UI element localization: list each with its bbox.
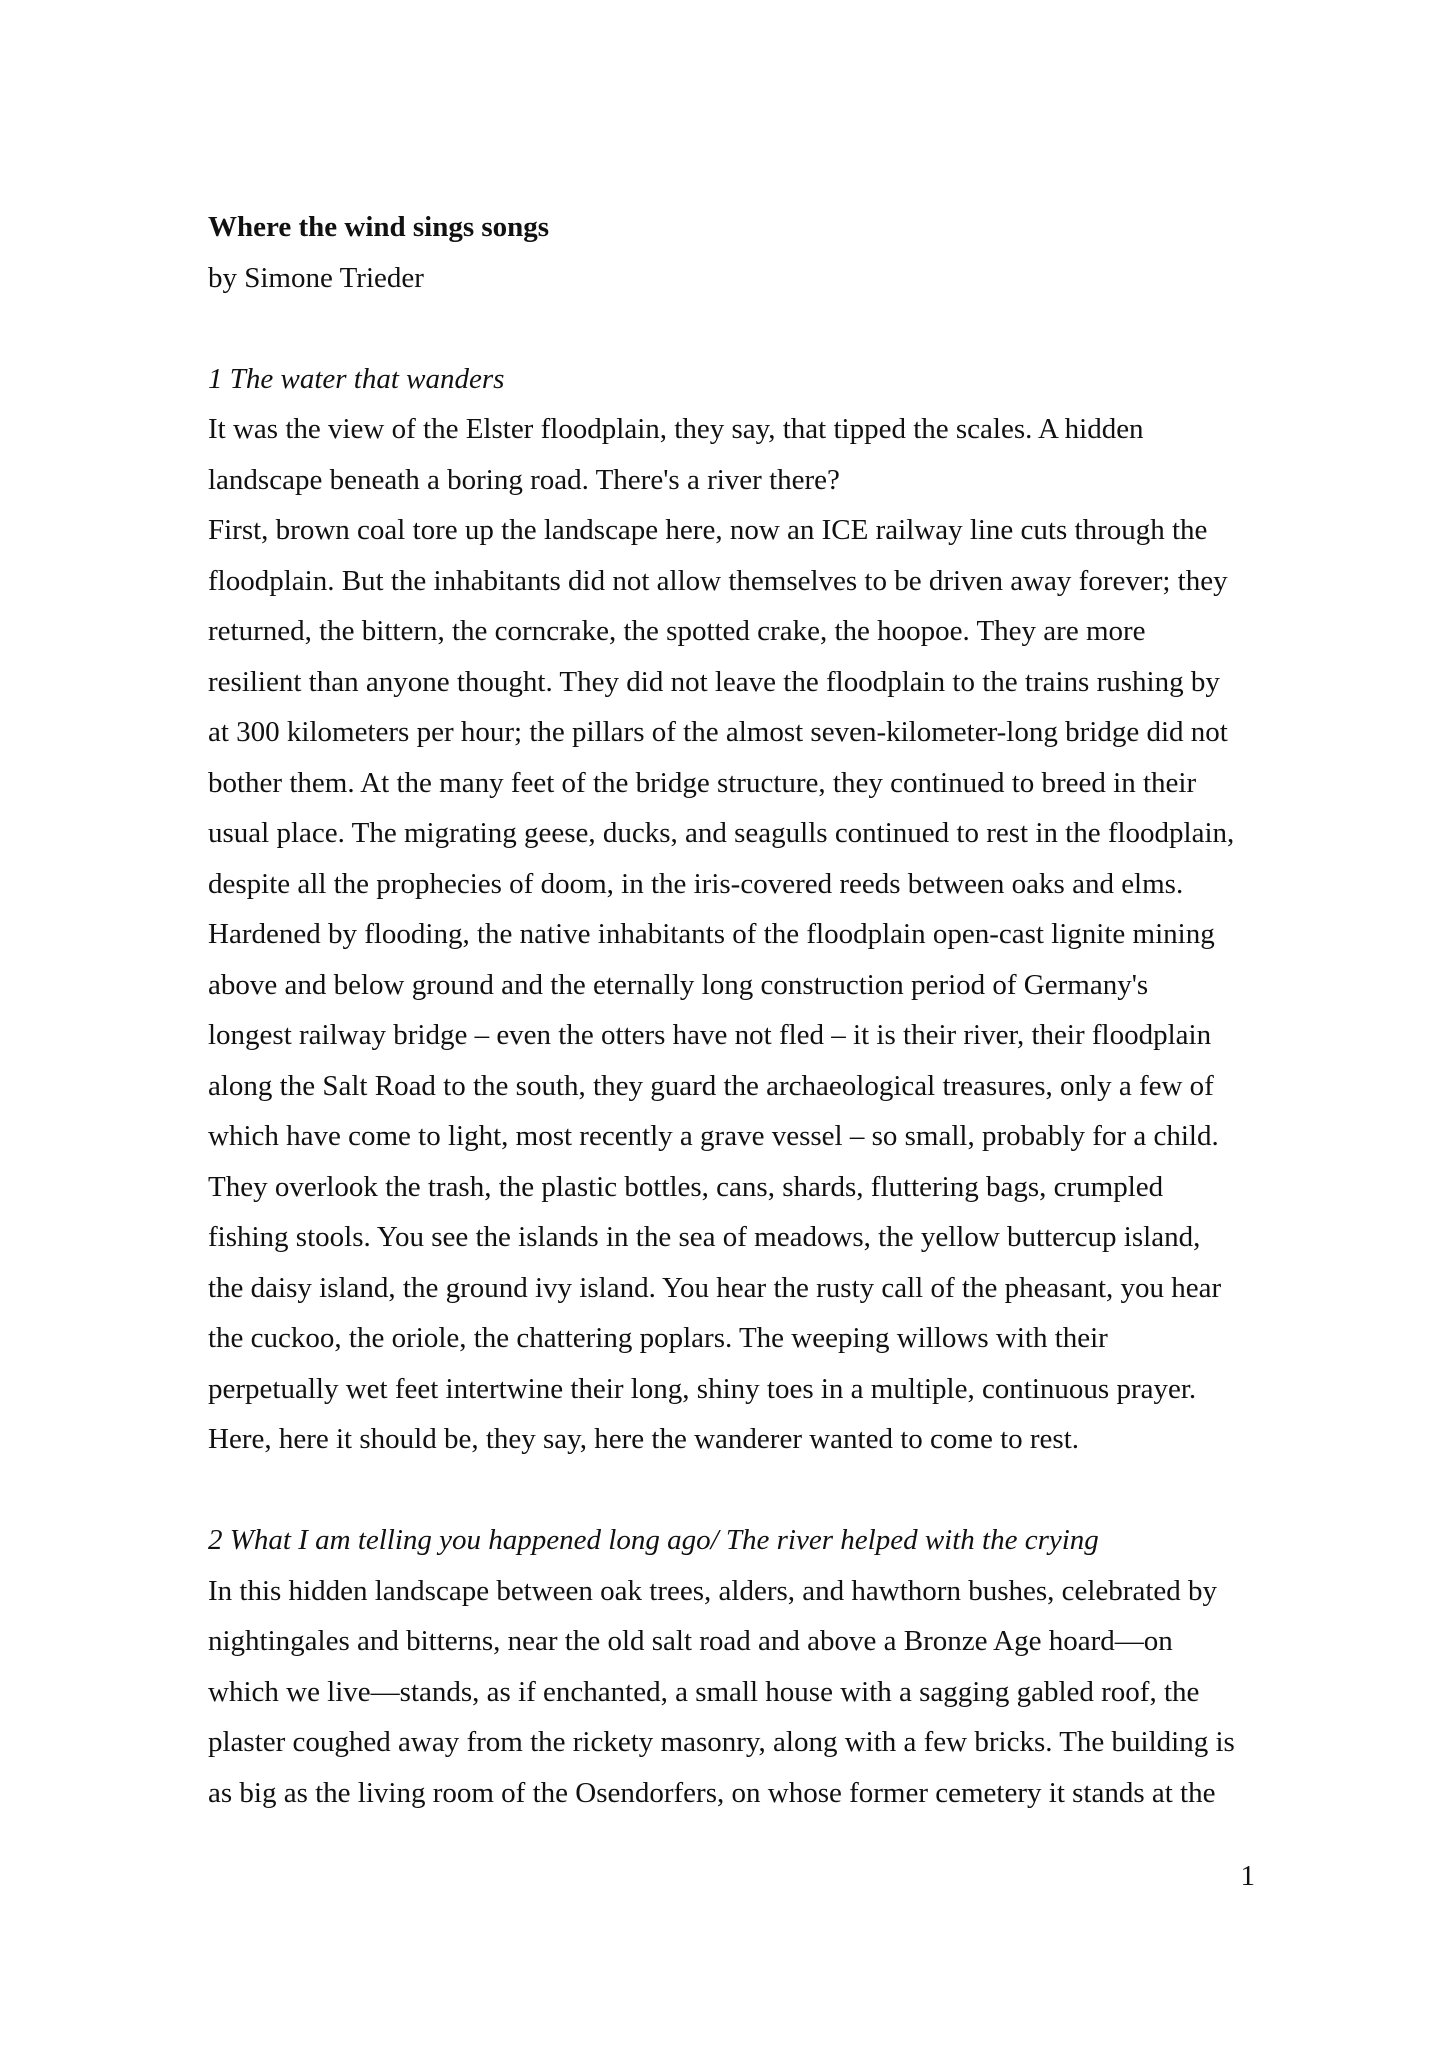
paragraph-gap (208, 1465, 1253, 1516)
text-line: fishing stools. You see the islands in the sea of meadows, the yellow buttercup island, (208, 1221, 1201, 1253)
paragraph-gap (208, 303, 1253, 354)
text-line: the daisy island, the ground ivy island. You hear the rusty call of the pheasant, you hear (208, 1271, 1222, 1304)
text-line: Hardened by flooding, the native inhabitants of the floodplain open-cast lignite mining (208, 918, 1215, 950)
section-body-2 (208, 1566, 1253, 1819)
section-body-1 (208, 404, 1253, 1465)
text-line: which we live—stands, as if enchanted, a small house with a sagging gabled roof, the (208, 1675, 1200, 1708)
text-line: the cuckoo, the oriole, the chattering poplars. The weeping willows with their (208, 1322, 1108, 1354)
text-line: along the Salt Road to the south, they guard the archaeological treasures, only a few of (208, 1069, 1214, 1102)
text-line: usual place. The migrating geese, ducks, and seagulls continued to rest in the floodplain, (208, 817, 1235, 849)
text-line: They overlook the trash, the plastic bottles, cans, shards, fluttering bags, crumpled (208, 1170, 1164, 1203)
text-line: resilient than anyone thought. They did not leave the floodplain to the trains rushing by (208, 665, 1220, 698)
page-number: 1 (1240, 1860, 1255, 1892)
text-line: bother them. At the many feet of the bridge structure, they continued to breed in their (208, 766, 1197, 799)
text-line: returned, the bittern, the corncrake, the spotted crake, the hoopoe. They are more (208, 615, 1146, 647)
text-line: It was the view of the Elster floodplain, they say, that tipped the scales. A hidden (208, 413, 1144, 445)
text-line: despite all the prophecies of doom, in the iris-covered reeds between oaks and elms. (208, 867, 1184, 900)
text-line: Here, here it should be, they say, here the wanderer wanted to come to rest. (208, 1423, 1080, 1455)
text-line: which have come to light, most recently a grave vessel – so small, probably for a child. (208, 1120, 1219, 1152)
text-line: landscape beneath a boring road. There's a river there? (208, 463, 840, 496)
text-line: plaster coughed away from the rickety masonry, along with a few bricks. The building is (208, 1726, 1235, 1758)
author-line: by Simone Trieder (208, 261, 424, 294)
text-line: nightingales and bitterns, near the old salt road and above a Bronze Age hoard—on (208, 1625, 1173, 1657)
section-heading-2: 2 What I am telling you happened long ago/ The river helped with the crying (208, 1524, 1099, 1556)
document-title: Where the wind sings songs (208, 211, 550, 243)
text-line: at 300 kilometers per hour; the pillars of the almost seven-kilometer-long bridge did not (208, 716, 1228, 748)
text-line: floodplain. But the inhabitants did not allow themselves to be driven away forever; they (208, 564, 1228, 597)
section-heading-1: 1 The water that wanders (208, 362, 505, 395)
text-line: as big as the living room of the Osendorfers, on whose former cemetery it stands at the (208, 1776, 1216, 1809)
text-line: above and below ground and the eternally long construction period of Germany's (208, 968, 1149, 1001)
text-line: perpetually wet feet intertwine their long, shiny toes in a multiple, continuous prayer. (208, 1372, 1197, 1405)
text-line: In this hidden landscape between oak trees, alders, and hawthorn bushes, celebrated by (208, 1574, 1218, 1607)
text-line: First, brown coal tore up the landscape here, now an ICE railway line cuts through the (208, 514, 1208, 546)
document-body (208, 202, 1253, 1818)
text-line: longest railway bridge – even the otters have not fled – it is their river, their floodplain (208, 1019, 1212, 1051)
